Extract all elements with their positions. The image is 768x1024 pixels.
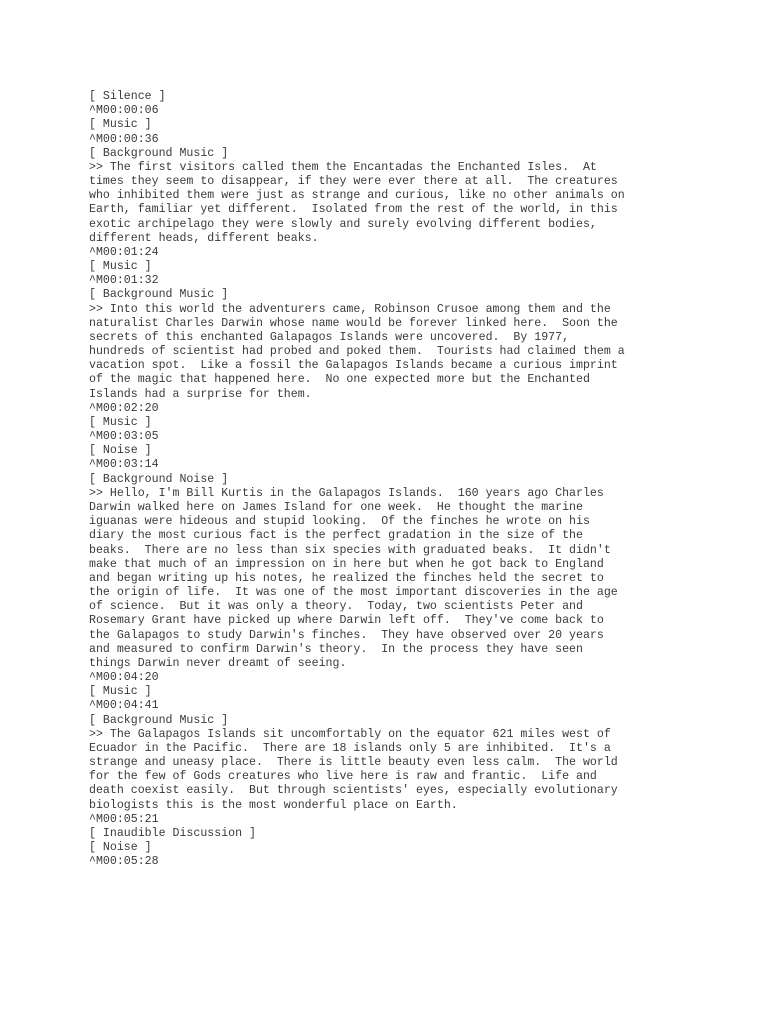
timecode-line: ^M00:00:06 <box>89 104 159 118</box>
transcript-line: secrets of this enchanted Galapagos Islands were uncovered. By 1977, <box>89 330 570 344</box>
transcript-line: iguanas were hideous and stupid looking. Of the finches he wrote on his <box>89 515 590 529</box>
sound-cue-line: [ Noise ] <box>89 444 152 458</box>
timecode-line: ^M00:00:36 <box>89 132 159 146</box>
sound-cue-line: [ Music ] <box>89 415 152 429</box>
speaker-line: >> The Galapagos Islands sit uncomfortably on the equator 621 miles west of <box>89 727 611 741</box>
timecode-line: ^M00:02:20 <box>89 401 159 415</box>
transcript-line: of science. But it was only a theory. Today, two scientists Peter and <box>89 600 583 614</box>
timecode-line: ^M00:03:05 <box>89 430 159 444</box>
sound-cue-line: [ Inaudible Discussion ] <box>89 826 256 840</box>
speaker-line: >> Into this world the adventurers came, Robinson Crusoe among them and the <box>89 302 611 316</box>
transcript-line: Islands had a surprise for them. <box>89 387 312 401</box>
transcript-line: who inhibited them were just as strange and curious, like no other animals on <box>89 189 625 203</box>
timecode-line: ^M00:05:28 <box>89 855 159 869</box>
transcript-line: hundreds of scientist had probed and poked them. Tourists had claimed them a <box>89 345 625 359</box>
timecode-line: ^M00:04:41 <box>89 699 159 713</box>
timecode-line: ^M00:04:20 <box>89 671 159 685</box>
transcript-line: Ecuador in the Pacific. There are 18 islands only 5 are inhibited. It's a <box>89 741 611 755</box>
transcript-line: and measured to confirm Darwin's theory. In the process they have seen <box>89 642 583 656</box>
sound-cue-line: [ Music ] <box>89 260 152 274</box>
transcript-text <box>89 90 689 869</box>
transcript-line: the Galapagos to study Darwin's finches. They have observed over 20 years <box>89 628 604 642</box>
transcript-line: for the few of Gods creatures who live here is raw and frantic. Life and <box>89 770 597 784</box>
sound-cue-line: [ Silence ] <box>89 90 166 103</box>
transcript-line: different heads, different beaks. <box>89 231 319 245</box>
sound-cue-line: [ Noise ] <box>89 841 152 855</box>
transcript-line: beaks. There are no less than six species with graduated beaks. It didn't <box>89 543 611 557</box>
transcript-line: strange and uneasy place. There is little beauty even less calm. The world <box>89 756 618 770</box>
transcript-line: biologists this is the most wonderful place on Earth. <box>89 798 458 812</box>
timecode-line: ^M00:01:24 <box>89 245 159 259</box>
transcript-line: death coexist easily. But through scientists' eyes, especially evolutionary <box>89 784 618 798</box>
sound-cue-line: [ Music ] <box>89 685 152 699</box>
transcript-line: exotic archipelago they were slowly and surely evolving different bodies, <box>89 217 597 231</box>
timecode-line: ^M00:03:14 <box>89 458 159 472</box>
speaker-line: >> The first visitors called them the Encantadas the Enchanted Isles. At <box>89 160 597 174</box>
timecode-line: ^M00:01:32 <box>89 274 159 288</box>
transcript-line: times they seem to disappear, if they were ever there at all. The creatures <box>89 175 618 189</box>
transcript-line: the origin of life. It was one of the most important discoveries in the age <box>89 586 618 600</box>
transcript-line: make that much of an impression on in here but when he got back to England <box>89 557 604 571</box>
sound-cue-line: [ Music ] <box>89 118 152 132</box>
sound-cue-line: [ Background Music ] <box>89 146 229 160</box>
transcript-line: Earth, familiar yet different. Isolated from the rest of the world, in this <box>89 203 618 217</box>
speaker-line: >> Hello, I'm Bill Kurtis in the Galapagos Islands. 160 years ago Charles <box>89 486 604 500</box>
sound-cue-line: [ Background Noise ] <box>89 472 229 486</box>
sound-cue-line: [ Background Music ] <box>89 713 229 727</box>
transcript-line: of the magic that happened here. No one expected more but the Enchanted <box>89 373 590 387</box>
transcript-line: Rosemary Grant have picked up where Darwin left off. They've come back to <box>89 614 604 628</box>
transcript-line: naturalist Charles Darwin whose name would be forever linked here. Soon the <box>89 316 618 330</box>
transcript-line: Darwin walked here on James Island for one week. He thought the marine <box>89 500 583 514</box>
transcript-line: things Darwin never dreamt of seeing. <box>89 656 347 670</box>
transcript-line: vacation spot. Like a fossil the Galapagos Islands became a curious imprint <box>89 359 618 373</box>
transcript-line: diary the most curious fact is the perfect gradation in the size of the <box>89 529 583 543</box>
timecode-line: ^M00:05:21 <box>89 812 159 826</box>
transcript-line: and began writing up his notes, he realized the finches held the secret to <box>89 571 604 585</box>
sound-cue-line: [ Background Music ] <box>89 288 229 302</box>
